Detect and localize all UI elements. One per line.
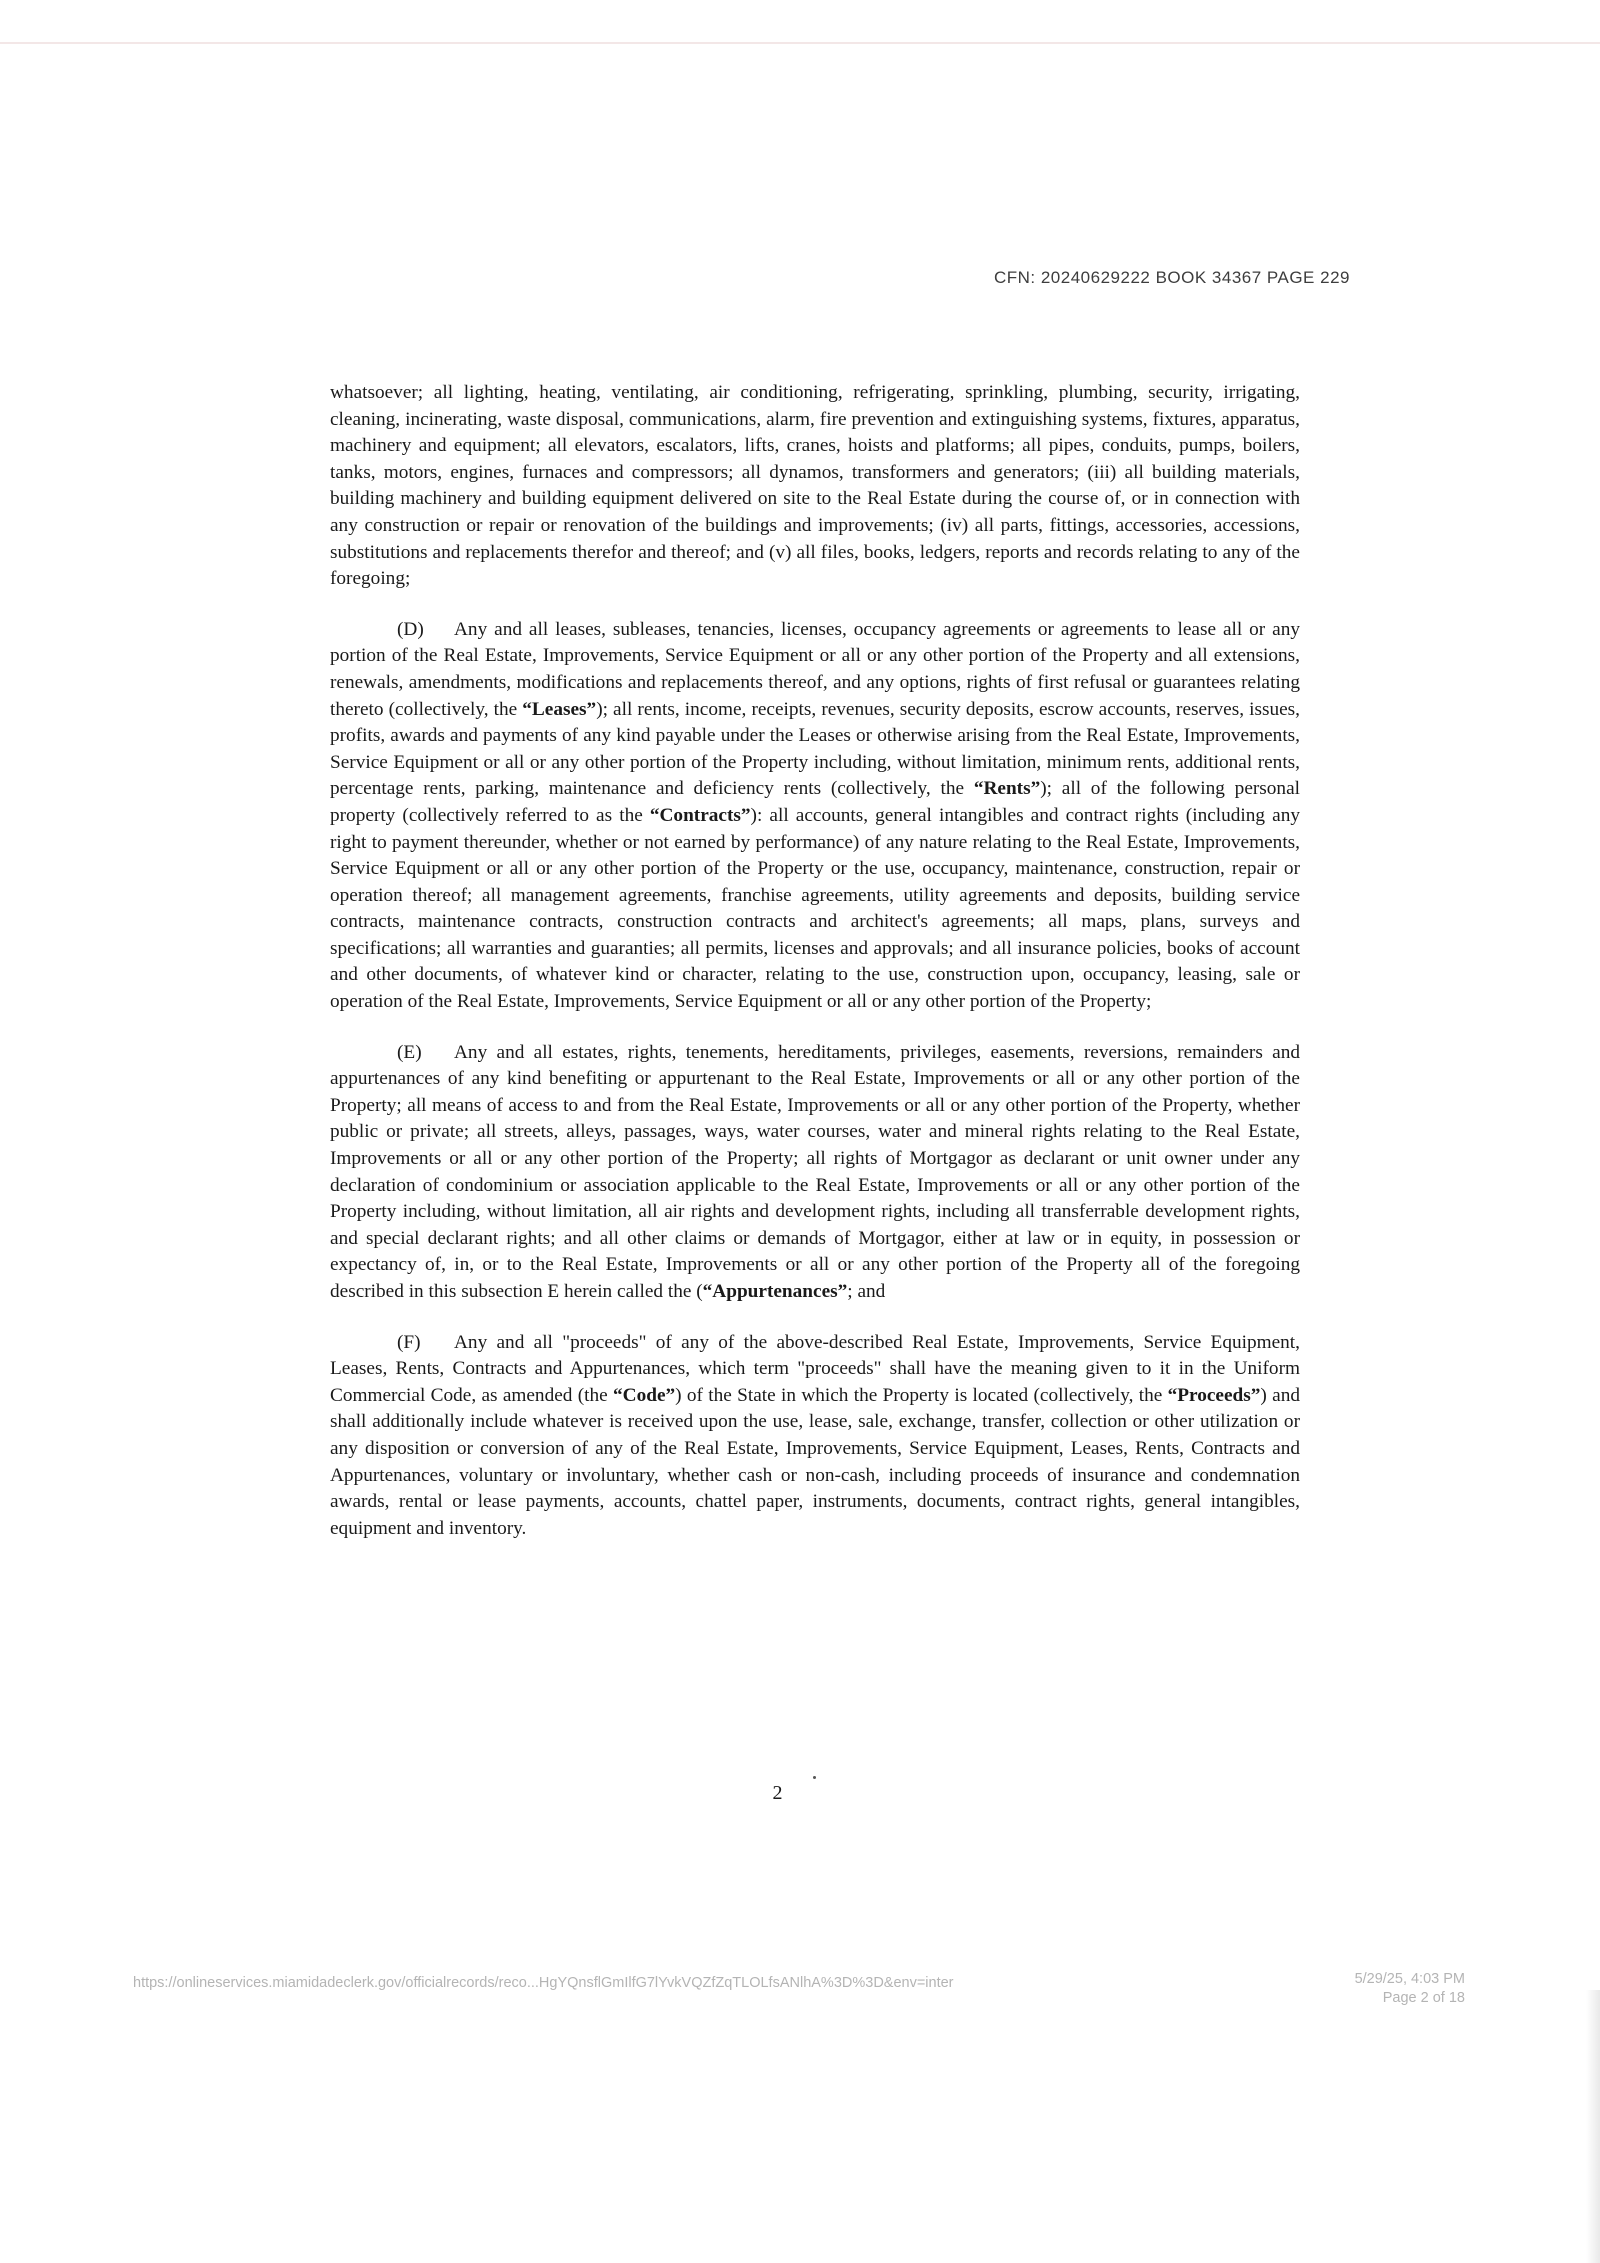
- paragraph-continuation: whatsoever; all lighting, heating, ventilating, air conditioning, refrigerating, sprinkling, plumbing, security, irrigating, cleaning, incinerating, waste disposal, communications, alarm, fire prevention and extinguishing systems, fixtures, apparatus, machinery and equipment; all elevators, escalators, lifts, cranes, hoists and platforms; all pipes, conduits, pumps, boilers, tanks, motors, engines, furnaces and compressors; all dynamos, transformers and generators; (iii) all building materials, building machinery and building equipment delivered on site to the Real Estate during the course of, or in connection with any construction or repair or renovation of the buildings and improvements; (iv) all parts, fittings, accessories, accessions, substitutions and replacements therefor and thereof; and (v) all files, books, ledgers, reports and records relating to any of the foregoing;: [330, 382, 1300, 590]
- recording-reference: CFN: 20240629222 BOOK 34367 PAGE 229: [993, 268, 1350, 287]
- paragraph-e-label: (E): [397, 1041, 422, 1063]
- defined-term-appurtenances: “Appurtenances”: [702, 1281, 848, 1302]
- top-edge-rule: [0, 42, 1600, 44]
- paragraph-f: (F) Any and all "proceeds" of any of the above-described Real Estate, Improvements, Service Equipment, Leases, Rents, Contracts and Appurtenances, which term "proceeds" shall have the meaning given to it in the Uniform Commercial Code, as amended (the “Code”) of the State in which the Property is located (collectively, the “Proceeds”) and shall additionally include whatever is received upon the use, lease, sale, exchange, transfer, collection or other utilization or any disposition or conversion of any of the Real Estate, Improvements, Service Equipment, Leases, Rents, Contracts and Appurtenances, voluntary or involuntary, whether cash or non-cash, including proceeds of insurance and condemnation awards, rental or lease payments, accounts, chattel paper, instruments, documents, contract rights, general intangibles, equipment and inventory.: [330, 1331, 1300, 1539]
- defined-term-leases: “Leases”: [522, 698, 597, 720]
- paragraph-d: (D) Any and all leases, subleases, tenancies, licenses, occupancy agreements or agreements to lease all or any portion of the Real Estate, Improvements, Service Equipment or all or any other portion of the Property and all extensions, renewals, amendments, modifications and replacements thereof, and any options, rights of first refusal or guarantees relating thereto (collectively, the “Leases”); all rents, income, receipts, revenues, security deposits, escrow accounts, reserves, issues, profits, awards and payments of any kind payable under the Leases or otherwise arising from the Real Estate, Improvements, Service Equipment or all or any other portion of the Property including, without limitation, minimum rents, additional rents, percentage rents, parking, maintenance and deficiency rents (collectively, the “Rents”); all of the following personal property (collectively referred to as the “Contracts”): all accounts, general intangibles and contract rights (including any right to payment thereunder, whether or not earned by performance) of any nature relating to the Real Estate, Improvements, Service Equipment or all or any other portion of the Property or the use, occupancy, maintenance, construction, repair or operation thereof; all management agreements, franchise agreements, utility agreements and deposits, building service contracts, maintenance contracts, construction contracts and architect's agreements; all maps, plans, surveys and specifications; all warranties and guaranties; all permits, licenses and approvals; and all insurance policies, books of account and other documents, of whatever kind or character, relating to the use, construction upon, occupancy, leasing, sale or operation of the Real Estate, Improvements, Service Equipment or all or any other portion of the Property;: [330, 618, 1300, 1013]
- footer-page-count: Page 2 of 18: [1382, 1990, 1465, 2006]
- defined-term-code: “Code”: [613, 1384, 676, 1406]
- document-body: [330, 380, 1300, 1542]
- paragraph-d-label: (D): [397, 618, 424, 640]
- paragraph-e: (E) Any and all estates, rights, tenements, hereditaments, privileges, easements, reversions, remainders and appurtenances of any kind benefiting or appurtenant to the Real Estate, Improvements or all or any other portion of the Property; all means of access to and from the Real Estate, Improvements or all or any other portion of the Property, whether public or private; all streets, alleys, passages, ways, water courses, water and mineral rights relating to the Real Estate, Improvements or all or any other portion of the Property; all rights of Mortgagor as declarant or unit owner under any declaration of condominium or association applicable to the Real Estate, Improvements or all or any other portion of the Property including, without limitation, all air rights and development rights, including all transferrable development rights, and special declarant rights; and all other claims or demands of Mortgagor, either at law or in equity, in possession or expectancy of, in, or to the Real Estate, Improvements or all or any other portion of the Property all of the foregoing described in this subsection E herein called the (“Appurtenances”; and: [330, 1041, 1300, 1302]
- footer-datetime: 5/29/25, 4:03 PM: [1354, 1971, 1465, 1987]
- page-number: 2: [772, 1782, 783, 1804]
- footer-url: https://onlineservices.miamidadeclerk.gov/officialrecords/reco...HgYQnsflGmIlfG7lYvkVQZfZqTLOLfsANlhA%3D%3D&env=inter: [133, 1975, 954, 1991]
- paragraph-f-label: (F): [397, 1331, 421, 1353]
- defined-term-contracts: “Contracts”: [649, 804, 751, 826]
- defined-term-rents: “Rents”: [973, 778, 1041, 800]
- scan-speck: [813, 1776, 816, 1779]
- footer-meta: [1355, 1970, 1465, 2008]
- scan-edge-shadow: [1586, 1990, 1600, 2263]
- defined-term-proceeds: “Proceeds”: [1167, 1384, 1261, 1406]
